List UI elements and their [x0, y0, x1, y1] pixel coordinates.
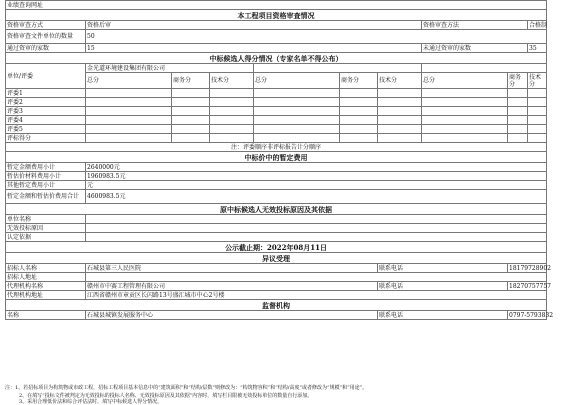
- supervision-section-title: 监督机构: [6, 300, 547, 311]
- cost-value: 2640000元: [86, 163, 547, 172]
- cost-label: 暂估价材料费用小计: [6, 172, 86, 181]
- failed-count-value: 35: [528, 44, 547, 53]
- invalid-bid-label: 认定依据: [6, 233, 86, 242]
- review-count-label: 资格审查文件单位的数量: [6, 30, 86, 44]
- score-business-header: 商务分: [172, 73, 210, 89]
- score-tech-header: 技术分: [210, 73, 254, 89]
- provisional-cost-section-title: 中标价中的暂定费用: [6, 152, 547, 163]
- cost-label: 暂定金额费用小计: [6, 163, 86, 172]
- review-mode-label: 资格审查方式: [6, 21, 86, 30]
- phone-label: 联系电话: [378, 282, 508, 291]
- review-count-value: 50: [86, 30, 547, 44]
- contact-value: 江西省赣州市章贡区长闪路13号盛汇城市中心2号楼: [86, 291, 547, 300]
- phone-label: 联系电话: [378, 264, 508, 273]
- contact-value: 石城县第三人民医院: [86, 264, 378, 273]
- contact-label: 代理机构地址: [6, 291, 86, 300]
- objection-section-title: 异议受理: [6, 253, 547, 264]
- deadline: 公示截止期：2022年08月11日: [6, 242, 547, 253]
- review-mode-value: 资格后审: [86, 21, 422, 30]
- cost-value: 1960983.5元: [86, 172, 547, 181]
- reviewer-row: 评委1: [6, 89, 86, 98]
- contact-label: 代理机构名称: [6, 282, 86, 291]
- score-section-title: 中标候选人得分情况（专家名单不得公布）: [6, 53, 547, 64]
- score-business-header: 商务分: [340, 73, 378, 89]
- footnote-3: 3、采用合理低价法和综合评估法时，填写中标候选人得分情况。: [19, 399, 163, 405]
- score-total-header: 总分: [86, 73, 172, 89]
- review-method-label: 资格审查方法: [422, 21, 528, 30]
- cost-label: 其他暂定费用小计: [6, 181, 86, 190]
- candidate-company-3: [422, 64, 547, 73]
- cost-label: 暂定金额和暂估价费用合计: [6, 190, 86, 204]
- qualification-section-title: 本工程项目资格审查情况: [6, 10, 547, 21]
- supervision-value: 石城县城镇发展服务中心: [86, 311, 378, 320]
- average-score-row: 评标得分: [6, 134, 86, 143]
- candidate-company-1: 金光道环境建设集团有限公司: [86, 64, 254, 73]
- phone-value: 18270757757: [509, 282, 551, 290]
- candidate-company-2: [254, 64, 422, 73]
- reviewer-row: 评委3: [6, 107, 86, 116]
- contact-label: 招标人地址: [6, 273, 86, 282]
- reviewer-order-note: 注：评委顺序非评标报告计分顺序: [6, 143, 547, 152]
- review-method-value: 合格制: [529, 21, 548, 29]
- phone-value: 0797-5793832: [509, 311, 554, 319]
- supervision-label: 名称: [6, 311, 86, 320]
- invalid-bid-section-title: 原中标候选人无效投标原因及其依据: [6, 204, 547, 215]
- score-tech-header: 技术分: [378, 73, 422, 89]
- contact-label: 招标人名称: [6, 264, 86, 273]
- cost-value: 4600983.5元: [86, 190, 547, 204]
- reviewer-row: 评委5: [6, 125, 86, 134]
- contact-value: 赣州市中赛工程管理有限公司: [86, 282, 378, 291]
- score-total-header: 总分: [254, 73, 340, 89]
- cost-value: 元: [86, 181, 547, 190]
- invalid-bid-label: 无效投标原因: [6, 224, 86, 233]
- top-label: 业绩查询网址: [6, 1, 547, 10]
- phone-value: 18179728902: [509, 264, 551, 272]
- reviewer-row: 评委2: [6, 98, 86, 107]
- footnote-1: 注：1、若招标项目为构筑物或市政工程，招标工程项目基本信息中的“建筑面积”和“结构/层数”则修改为：“构筑物容积”和“结构/高度”或者修改为“规模”和“用途”。: [5, 385, 368, 391]
- failed-count-label: 未通过资审的家数: [422, 44, 528, 53]
- passed-count-value: 15: [86, 44, 422, 53]
- reviewer-row: 评委4: [6, 116, 86, 125]
- invalid-bid-label: 单位名称: [6, 215, 86, 224]
- score-total-header: 总分: [422, 73, 508, 89]
- score-tech-header: 技术分: [528, 73, 547, 89]
- unit-reviewer-label: 单位/评委: [6, 64, 86, 89]
- score-business-header: 商务分: [508, 73, 528, 89]
- phone-label: 联系电话: [378, 311, 508, 320]
- footnote-2: 2、在填写“投标文件被判定为无效投标的投标人名称、无效投标原因及其依据”内容时，填写栏目限被无效投标单位的数量自行添加。: [19, 393, 313, 399]
- tender-notice-table: [5, 0, 554, 320]
- passed-count-label: 通过资审的家数: [6, 44, 86, 53]
